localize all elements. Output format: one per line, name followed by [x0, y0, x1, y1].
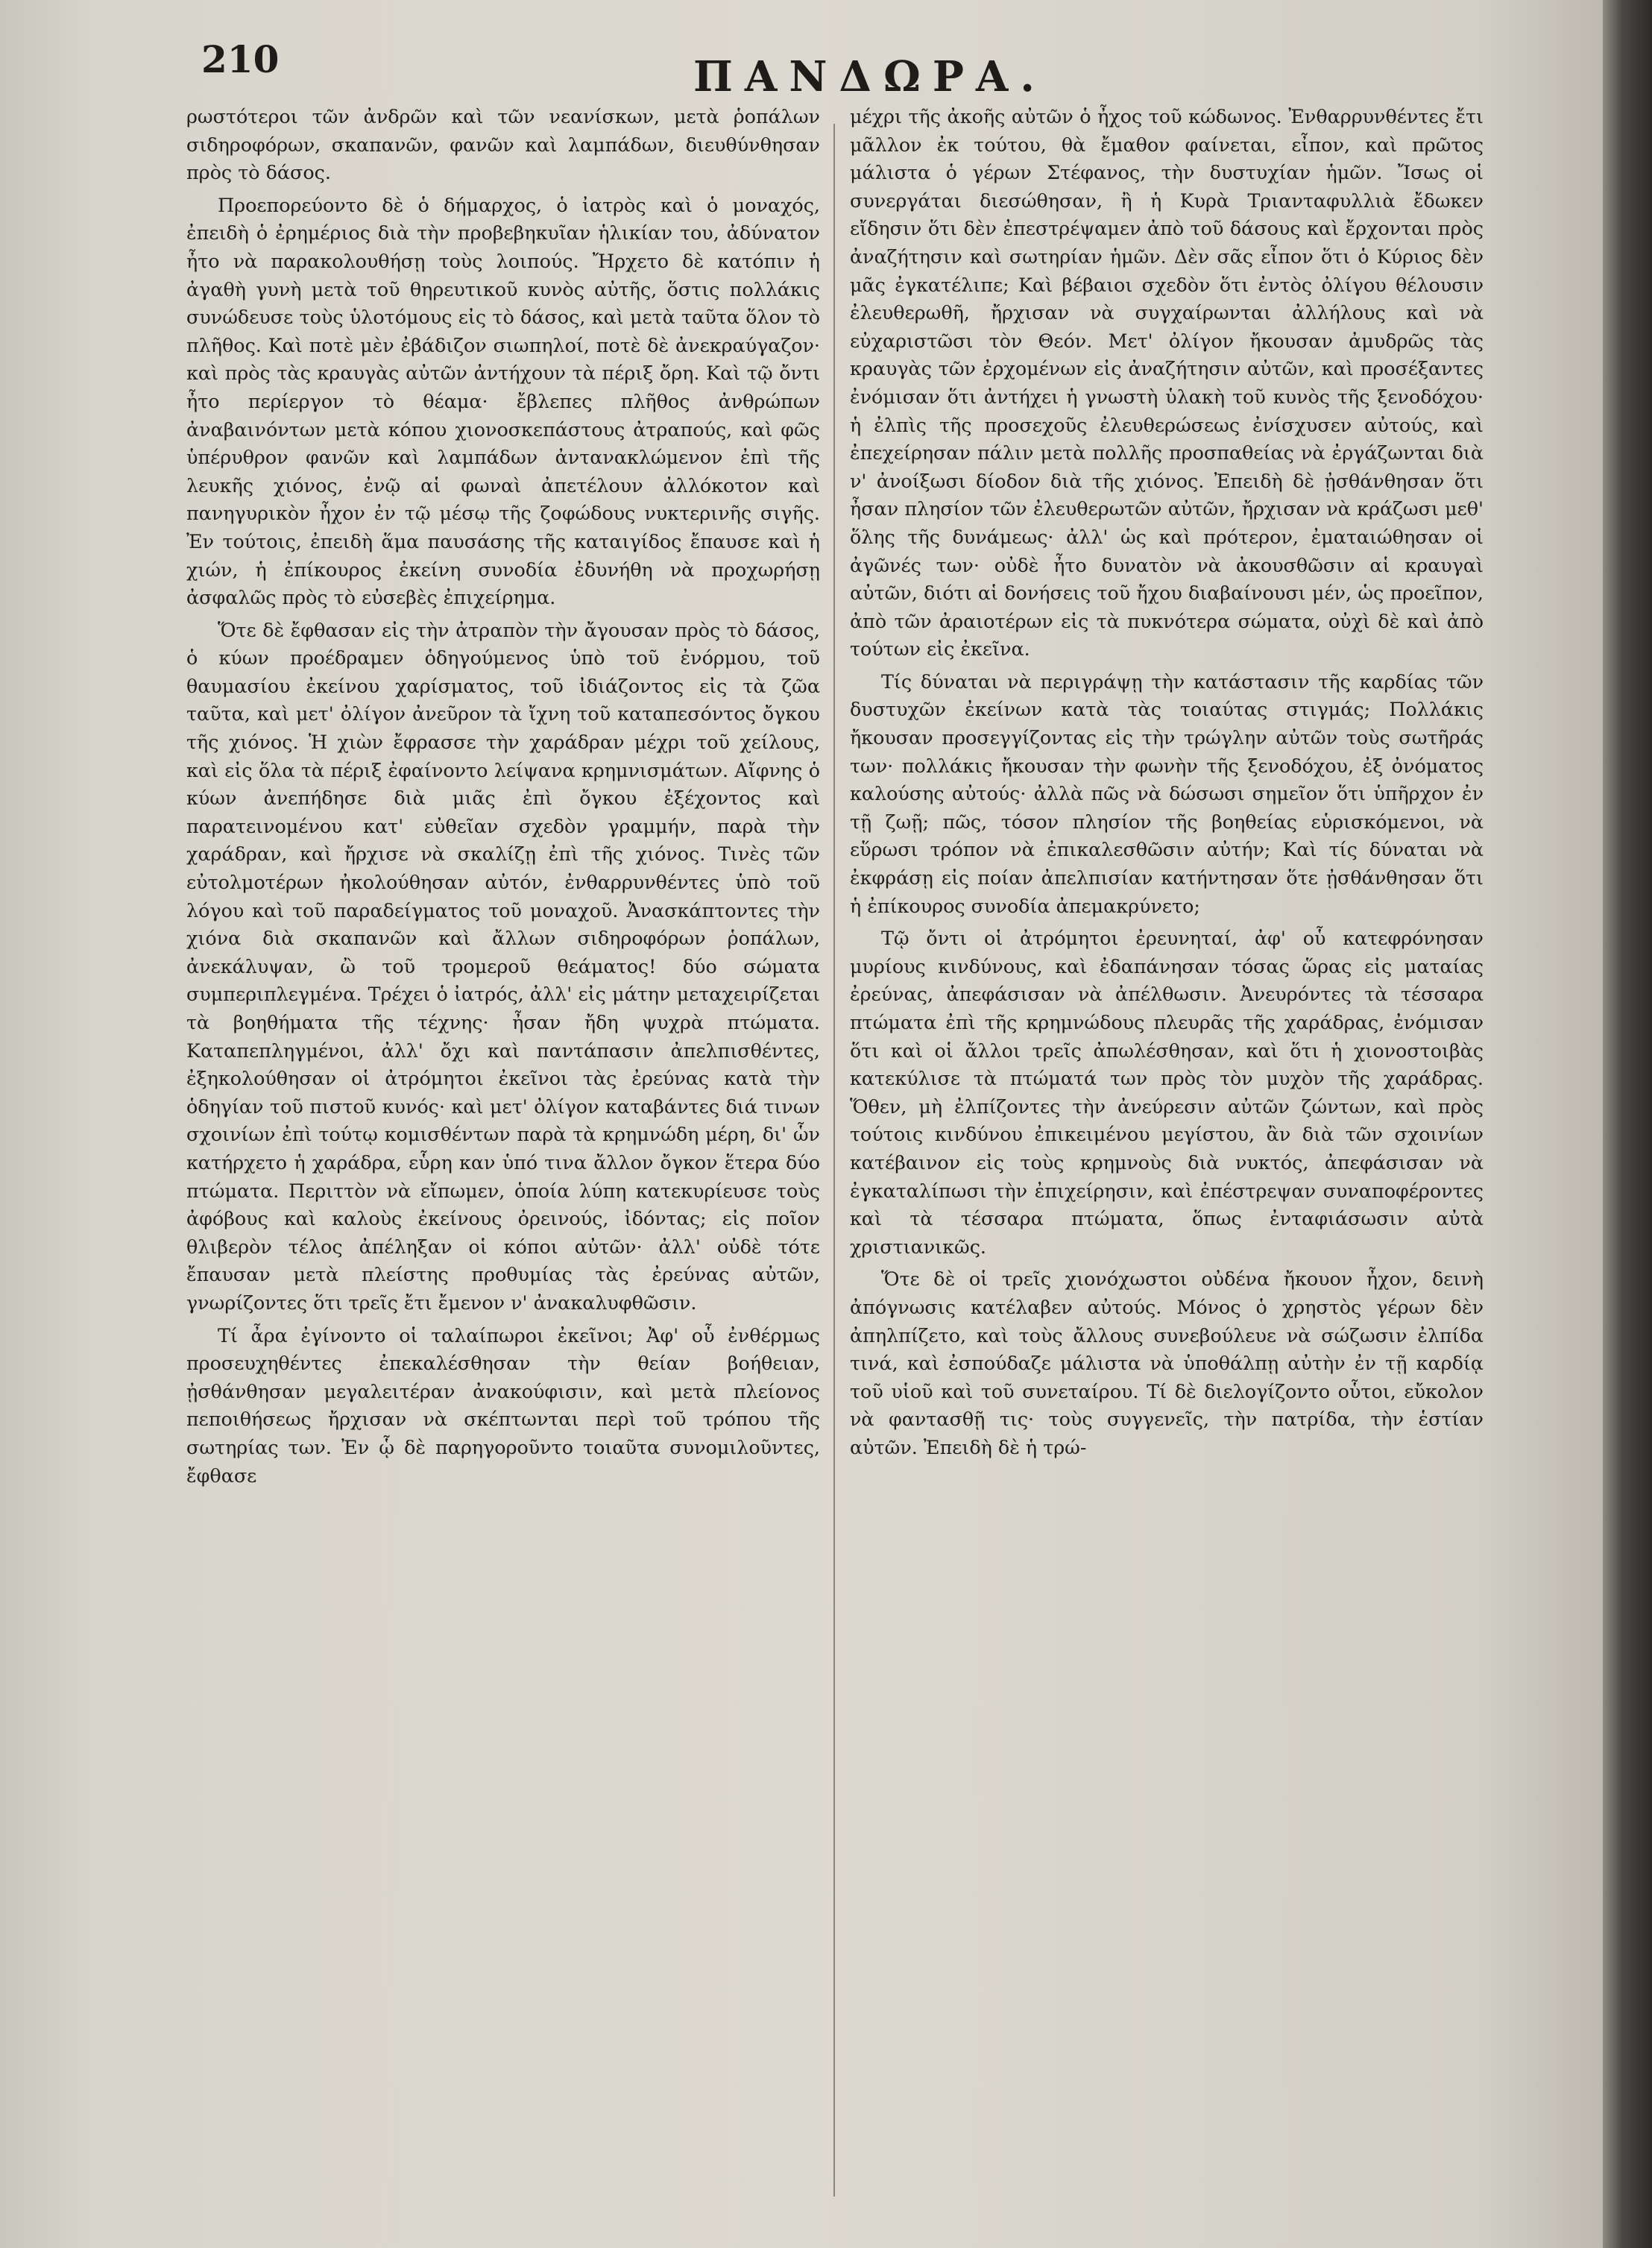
page-header — [201, 37, 1469, 104]
paragraph: Προεπορεύοντο δὲ ὁ δήμαρχος, ὁ ἰατρὸς καὶ ὁ μοναχός, ἐπειδὴ ὁ ἐρημέριος διὰ τὴν προβεβηκυῖαν ἡλικίαν του, ἀδύνατον ἦτο νὰ παρακολουθήσῃ τοὺς λοιπούς. Ἤρχετο δὲ κατόπιν ἡ ἀγαθὴ γυνὴ μετὰ τοῦ θηρευτικοῦ κυνὸς αὐτῆς, ὅστις πολλάκις συνώδευσε τοὺς ὑλοτόμους εἰς τὸ δάσος, καὶ μετὰ ταῦτα ὅλον τὸ πλῆθος. Καὶ ποτὲ μὲν ἐβάδιζον σιωπηλοί, ποτὲ δὲ ἀνεκραύγαζον· καὶ πρὸς τὰς κραυγὰς αὐτῶν ἀντήχουν τὰ πέριξ ὄρη. Καὶ τῷ ὄντι ἦτο περίεργον τὸ θέαμα· ἔβλεπες πλῆθος ἀνθρώπων ἀναβαινόντων μετὰ κόπου χιονοσκεπάστους ἀτραπούς, καὶ φῶς ὑπέρυθρον φανῶν καὶ λαμπάδων ἀντανακλώμενον ἐπὶ τῆς λευκῆς χιόνος, ἐνῷ αἱ φωναὶ ἀπετέλουν ἀλλόκοτον καὶ πανηγυρικὸν ἦχον ἐν τῷ μέσῳ τῆς ζοφώδους νυκτερινῆς σιγῆς. Ἐν τούτοις, ἐπειδὴ ἅμα παυσάσης τῆς καταιγίδος ἔπαυσε καὶ ἡ χιών, ἡ ἐπίκουρος ἐκείνη συνοδία ἐδυνήθη νὰ προχωρήσῃ ἀσφαλῶς πρὸς τὸ εὐσεβὲς ἐπιχείρημα. — [186, 193, 820, 609]
paragraph: Τῷ ὄντι οἱ ἀτρόμητοι ἐρευνηταί, ἀφ' οὗ κατεφρόνησαν μυρίους κινδύνους, καὶ ἐδαπάνησαν τόσας ὥρας εἰς ματαίας ἐρεύνας, ἀπεφάσισαν νὰ ἀπέλθωσιν. Ἀνευρόντες τὰ τέσσαρα πτώματα ἐπὶ τῆς κρημνώδους πλευρᾶς τῆς χαράδρας, ἐνόμισαν ὅτι καὶ οἱ ἄλλοι τρεῖς ἀπωλέσθησαν, καὶ ὅτι ἡ χιονοστοιβὰς κατεκύλισε τὰ πτώματά των πρὸς τὸν μυχὸν τῆς χαράδρας. Ὅθεν, μὴ ἐλπίζοντες τὴν ἀνεύρεσιν αὐτῶν ζώντων, καὶ πρὸς τούτοις κινδύνου ἐπικειμένου μεγίστου, ἂν διὰ τῶν σχοινίων κατέβαινον εἰς τοὺς κρημνοὺς διὰ νυκτός, ἀπεφάσισαν νὰ ἐγκαταλίπωσι τὴν ἐπιχείρησιν, καὶ ἐπέστρεψαν συναποφέροντες καὶ τὰ τέσσαρα πτώματα, ὅπως ἐνταφιάσωσιν αὐτὰ χριστιανικῶς. — [850, 927, 1484, 1258]
page-number: 210 — [201, 37, 280, 81]
paragraph: μέχρι τῆς ἀκοῆς αὐτῶν ὁ ἦχος τοῦ κώδωνος. Ἐνθαρρυνθέντες ἔτι μᾶλλον ἐκ τούτου, θὰ ἔμαθον φαίνεται, εἶπον, καὶ πρῶτος μάλιστα ὁ γέρων Στέφανος, τὴν δυστυχίαν ἡμῶν. Ἴσως οἱ συνεργάται διεσώθησαν, ἢ ἡ Κυρὰ Τριανταφυλλιὰ ἔδωκεν εἴδησιν ὅτι δὲν ἐπεστρέψαμεν ἀπὸ τοῦ δάσους καὶ ἔρχονται πρὸς ἀναζήτησιν καὶ σωτηρίαν ἡμῶν. Δὲν σᾶς εἶπον ὅτι ὁ Κύριος δὲν μᾶς ἐγκατέλιπε; Καὶ βέβαιοι σχεδὸν ὅτι ἐντὸς ὀλίγου θέλουσιν ἐλευθερωθῆ, ἤρχισαν νὰ συγχαίρωνται ἀλλήλους καὶ νὰ εὐχαριστῶσι τὸν Θεόν. Μετ' ὀλίγον ἤκουσαν ἀμυδρῶς τὰς κραυγὰς τῶν ἐρχομένων εἰς ἀναζήτησιν αὐτῶν, καὶ προσέξαντες ἐνόμισαν ὅτι ἀντήχει ἡ γνωστὴ ὑλακὴ τοῦ κυνὸς τῆς ξενοδόχου· ἡ ἐλπὶς τῆς προσεχοῦς ἐλευθερώσεως ἐνίσχυσεν αὐτούς, καὶ ἐπεχείρησαν πάλιν μετὰ πολλῆς προσπαθείας νὰ ἐργάζωνται διὰ ν' ἀνοίξωσι δίοδον διὰ τῆς χιόνος. Ἐπειδὴ δὲ ᾐσθάνθησαν ὅτι ἦσαν πλησίον τῶν ἐλευθερωτῶν αὐτῶν, ἤρχισαν νὰ κράζωσι μεθ' ὅλης τῆς δυνάμεως· ἀλλ' ὡς καὶ πρότερον, ἐματαιώθησαν οἱ ἀγῶνές των· οὐδὲ ἦτο δυνατὸν νὰ ἀκουσθῶσιν αἱ κραυγαὶ αὐτῶν, διότι αἱ δονήσεις τοῦ ἤχου διαβαίνουσι μέν, ὡς προεῖπον, ἀπὸ τῶν ἀραιοτέρων εἰς τὰ πυκνότερα σώματα, οὐχὶ δὲ καὶ ἀπὸ τούτων εἰς ἐκεῖνα. — [850, 105, 1484, 661]
text-columns — [186, 103, 1484, 2228]
paragraph: Τί ἆρα ἐγίνοντο οἱ ταλαίπωροι ἐκεῖνοι; Ἀφ' οὗ ἐνθέρμως προσευχηθέντες ἐπεκαλέσθησαν τὴν θείαν βοήθειαν, ᾐσθάνθησαν μεγαλειτέραν ἀνακούφισιν, καὶ μετὰ πλείονος πεποιθήσεως ἤρχισαν νὰ σκέπτωνται περὶ τοῦ τρόπου τῆς σωτηρίας των. Ἐν ᾧ δὲ παρηγοροῦντο τοιαῦτα συνομιλοῦντες, ἔφθασε — [186, 1323, 820, 1487]
running-title: ΠΑΝΔΩΡΑ. — [693, 52, 1047, 101]
paragraph: Ὅτε δὲ οἱ τρεῖς χιονόχωστοι οὐδένα ἤκουον ἦχον, δεινὴ ἀπόγνωσις κατέλαβεν αὐτούς. Μόνος ὁ χρηστὸς γέρων δὲν ἀπηλπίζετο, καὶ τοὺς ἄλλους συνεβούλευε νὰ σώζωσιν ἐλπίδα τινά, καὶ ἐσπούδαζε μάλιστα νὰ ὑποθάλπῃ αὐτὴν ἐν τῇ καρδίᾳ τοῦ υἱοῦ καὶ τοῦ συνεταίρου. Τί δὲ διελογίζοντο οὗτοι, εὔκολον νὰ φαντασθῇ τις· τοὺς συγγενεῖς, τὴν πατρίδα, τὴν ἑστίαν αὐτῶν. Ἐπειδὴ δὲ ἡ τρώ- — [850, 1268, 1484, 1458]
paragraph: ρωστότεροι τῶν ἀνδρῶν καὶ τῶν νεανίσκων, μετὰ ῥοπάλων σιδηροφόρων, σκαπανῶν, φανῶν καὶ λαμπάδων, διευθύνθησαν πρὸς τὸ δάσος. — [186, 105, 820, 184]
paragraph: Τίς δύναται νὰ περιγράψῃ τὴν κατάστασιν τῆς καρδίας τῶν δυστυχῶν ἐκείνων κατὰ τὰς τοιαύτας στιγμάς; Πολλάκις ἤκουσαν προσεγγίζοντας εἰς τὴν τρώγλην αὐτῶν τοὺς σωτῆράς των· πολλάκις ἤκουσαν τὴν φωνὴν τῆς ξενοδόχου, ἐξ ὀνόματος καλούσης αὐτούς· ἀλλὰ πῶς νὰ δώσωσι σημεῖον ὅτι ὑπῆρχον ἐν τῇ ζωῇ; πῶς, τόσον πλησίον τῆς βοηθείας εὑρισκόμενοι, νὰ εὕρωσι τρόπον νὰ ἐπικαλεσθῶσιν αὐτήν; Καὶ τίς δύναται νὰ ἐκφράσῃ εἰς ποίαν ἀπελπισίαν κατήντησαν ὅτε ᾐσθάνθησαν ὅτι ἡ ἐπίκουρος συνοδία ἀπεμακρύνετο; — [850, 670, 1484, 917]
column-divider — [833, 124, 835, 2197]
paragraph: Ὅτε δὲ ἔφθασαν εἰς τὴν ἀτραπὸν τὴν ἄγουσαν πρὸς τὸ δάσος, ὁ κύων προέδραμεν ὁδηγούμενος ὑπὸ τοῦ ἐνόρμου, τοῦ θαυμασίου ἐκείνου χαρίσματος, τοῦ ἰδιάζοντος εἰς τὰ ζῶα ταῦτα, καὶ μετ' ὀλίγον ἀνεῦρον τὰ ἴχνη τοῦ καταπεσόντος ὄγκου τῆς χιόνος. Ἡ χιὼν ἔφρασσε τὴν χαράδραν μέχρι τοῦ χείλους, καὶ εἰς ὅλα τὰ πέριξ ἐφαίνοντο λείψανα κρημνισμάτων. Αἴφνης ὁ κύων ἀνεπήδησε διὰ μιᾶς ἐπὶ ὄγκου ἐξέχοντος καὶ παρατεινομένου κατ' εὐθεῖαν σχεδὸν γραμμήν, παρὰ τὴν χαράδραν, καὶ ἤρχισε νὰ σκαλίζῃ ἐπὶ τῆς χιόνος. Τινὲς τῶν εὐτολμοτέρων ἠκολούθησαν αὐτόν, ἐνθαρρυνθέντες ὑπὸ τοῦ λόγου καὶ τοῦ παραδείγματος τοῦ μοναχοῦ. Ἀνασκάπτοντες τὴν χιόνα διὰ σκαπανῶν καὶ ἄλλων σιδηροφόρων ῥοπάλων, ἀνεκάλυψαν, ὢ τοῦ τρομεροῦ θεάματος! δύο σώματα συμπεριπλεγμένα. Τρέχει ὁ ἰατρός, ἀλλ' εἰς μάτην μεταχειρίζεται τὰ βοηθήματα τῆς τέχνης· ἦσαν ἤδη ψυχρὰ πτώματα. Καταπεπληγμένοι, ἀλλ' ὄχι καὶ παντάπασιν ἀπελπισθέντες, ἐξηκολούθησαν οἱ ἀτρόμητοι ἐκεῖνοι τὰς ἐρεύνας κατὰ τὴν ὁδηγίαν τοῦ πιστοῦ κυνός· καὶ μετ' ὀλίγον καταβάντες διά τινων σχοινίων ἐπὶ τούτῳ κομισθέντων παρὰ τὰ κρημνώδη μέρη, δι' ὧν κατήρχετο ἡ χαράδρα, εὗρη καν ὑπό τινα ἄλλον ὄγκον ἕτερα δύο πτώματα. Περιττὸν νὰ εἴπωμεν, ὁποία λύπη κατεκυρίευσε τοὺς ἀφόβους καὶ καλοὺς ἐκείνους ὀρεινούς, ἰδόντας; εἰς ποῖον θλιβερὸν τέλος ἀπέληξαν οἱ κόποι αὐτῶν· ἀλλ' οὐδὲ τότε ἔπαυσαν μετὰ πλείστης προθυμίας τὰς ἐρεύνας αὐτῶν, γνωρίζοντες ὅτι τρεῖς ἔτι ἔμενον ν' ἀνακαλυφθῶσιν. — [186, 618, 820, 1314]
left-column — [186, 103, 820, 2228]
right-column — [850, 103, 1484, 2228]
book-spine-edge — [1603, 0, 1652, 2248]
